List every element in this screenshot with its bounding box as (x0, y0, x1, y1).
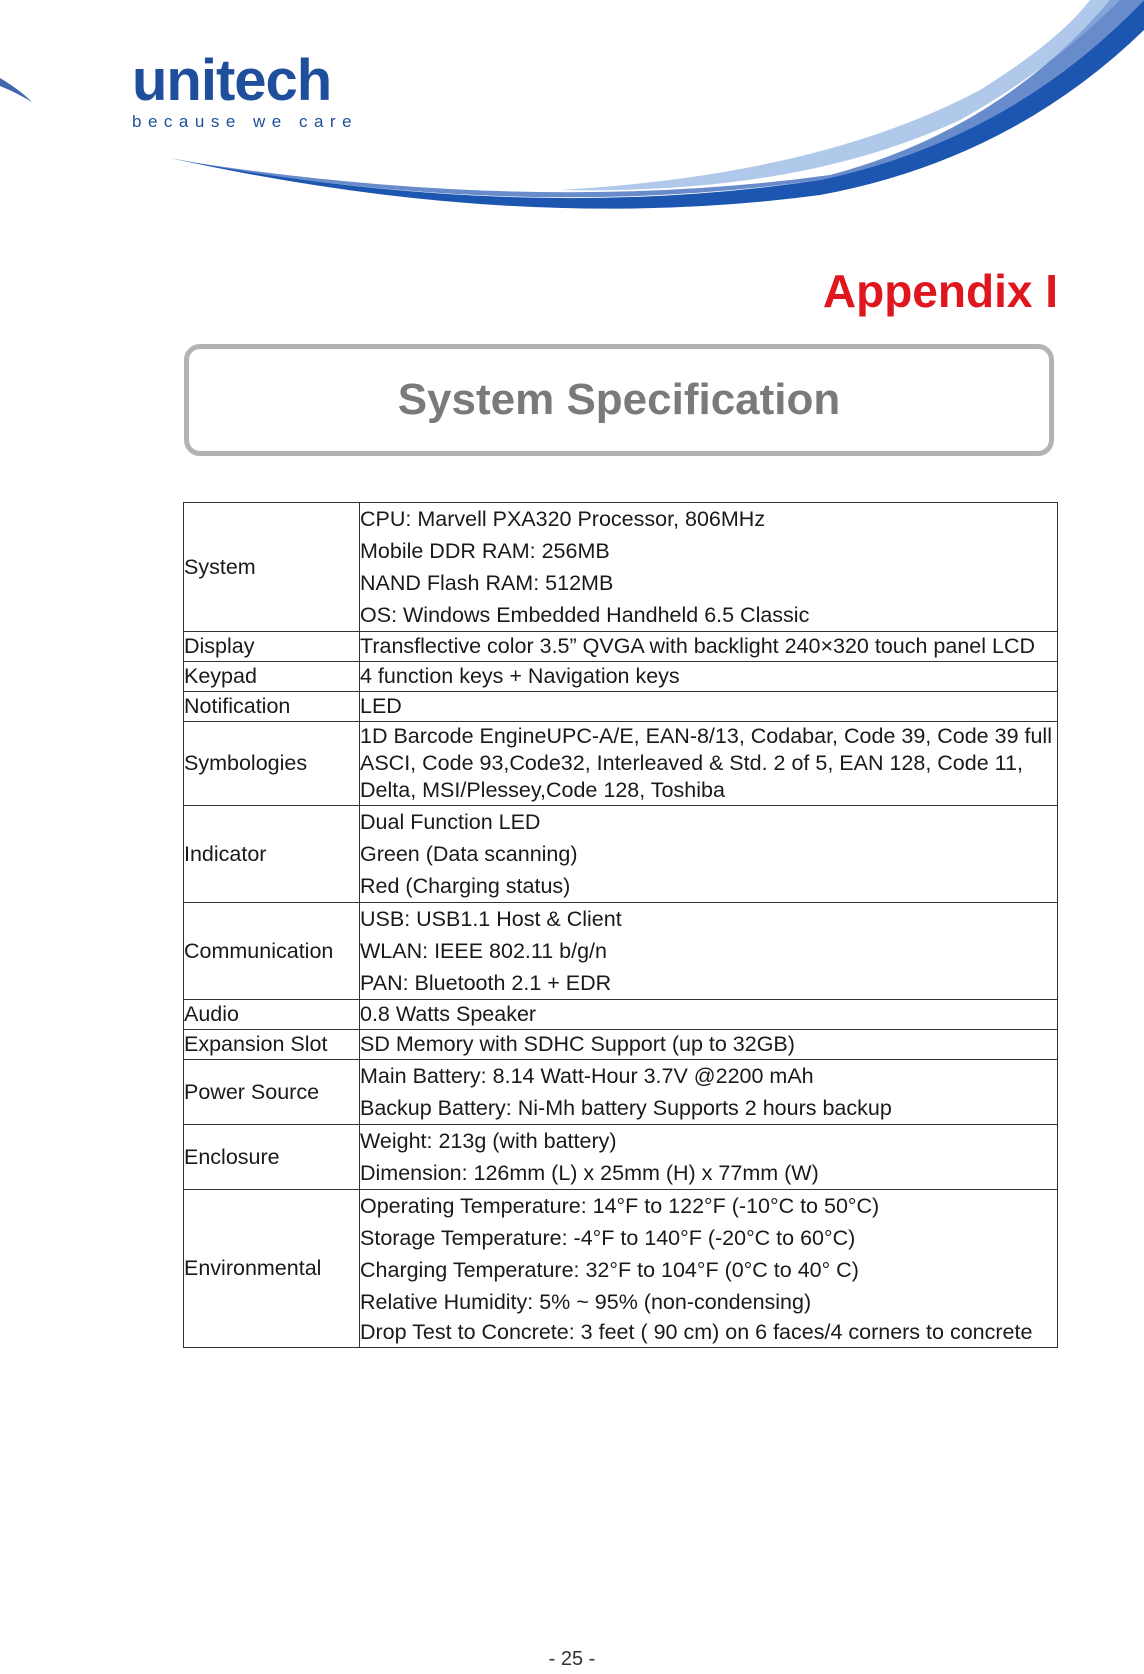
table-row (184, 806, 1058, 903)
value-line: Drop Test to Concrete: 3 feet ( 90 cm) on 6 faces/4 corners to concrete (360, 1320, 1033, 1344)
row-value (360, 722, 1058, 806)
row-label: Display (184, 632, 360, 662)
value-line: PAN: Bluetooth 2.1 + EDR (360, 971, 612, 995)
table-row (184, 903, 1058, 1000)
value-line: LED (360, 694, 402, 718)
row-label: Indicator (184, 806, 360, 903)
value-line: Green (Data scanning) (360, 842, 578, 866)
value-line: Weight: 213g (with battery) (360, 1129, 617, 1153)
value-line: USB: USB1.1 Host & Client (360, 907, 622, 931)
value-line: Backup Battery: Ni-Mh battery Supports 2 hours backup (360, 1096, 892, 1120)
row-label: System (184, 503, 360, 632)
value-line: SD Memory with SDHC Support (up to 32GB) (360, 1032, 795, 1056)
table-row (184, 1030, 1058, 1060)
table-row (184, 692, 1058, 722)
row-label: Notification (184, 692, 360, 722)
row-value (360, 503, 1058, 632)
table-row (184, 1000, 1058, 1030)
appendix-title: Appendix I (822, 265, 1058, 317)
value-line: Storage Temperature: -4°F to 140°F (-20°C to 60°C) (360, 1226, 856, 1250)
table-row (184, 503, 1058, 632)
table-row (184, 1125, 1058, 1190)
row-value (360, 632, 1058, 662)
table-row (184, 722, 1058, 806)
unitech-logo (132, 48, 359, 132)
value-line: Charging Temperature: 32°F to 104°F (0°C to 40° C) (360, 1258, 859, 1282)
value-line: NAND Flash RAM: 512MB (360, 571, 614, 595)
row-label: Environmental (184, 1190, 360, 1348)
row-value (360, 1060, 1058, 1125)
value-line: Main Battery: 8.14 Watt-Hour 3.7V @2200 mAh (360, 1064, 814, 1088)
table-row (184, 1190, 1058, 1348)
table-row (184, 662, 1058, 692)
row-label: Audio (184, 1000, 360, 1030)
row-value (360, 903, 1058, 1000)
value-line: 0.8 Watts Speaker (360, 1002, 537, 1026)
value-line: Dimension: 126mm (L) x 25mm (H) x 77mm (W) (360, 1161, 819, 1185)
row-label: Communication (184, 903, 360, 1000)
value-line: WLAN: IEEE 802.11 b/g/n (360, 939, 607, 963)
row-value (360, 692, 1058, 722)
value-line: Operating Temperature: 14°F to 122°F (-10°C to 50°C) (360, 1194, 880, 1218)
row-value (360, 1000, 1058, 1030)
value-line: CPU: Marvell PXA320 Processor, 806MHz (360, 507, 766, 531)
row-value (360, 662, 1058, 692)
section-title-box (184, 344, 1054, 456)
row-label: Enclosure (184, 1125, 360, 1190)
row-label: Power Source (184, 1060, 360, 1125)
row-value (360, 1030, 1058, 1060)
value-line: Transflective color 3.5” QVGA with backlight 240×320 touch panel LCD (360, 634, 1036, 658)
value-line: Relative Humidity: 5% ~ 95% (non-condensing) (360, 1290, 812, 1314)
value-line: 1D Barcode EngineUPC-A/E, EAN-8/13, Codabar, Code 39, Code 39 full ASCI, Code 93,Code32, Interleaved & Std. 2 of 5, EAN 128, Code 11, Delta, MSI/Plessey,Code 128, Toshiba (360, 724, 1052, 802)
table-row (184, 632, 1058, 662)
row-value (360, 1125, 1058, 1190)
row-label: Symbologies (184, 722, 360, 806)
section-title: System Specification (397, 375, 841, 424)
value-line: OS: Windows Embedded Handheld 6.5 Classic (360, 603, 810, 627)
row-label: Expansion Slot (184, 1030, 360, 1060)
value-line: Red (Charging status) (360, 874, 571, 898)
row-value (360, 1190, 1058, 1348)
logo-tagline: because we care (132, 112, 359, 131)
spec-table (183, 502, 1058, 1348)
row-value (360, 806, 1058, 903)
value-line: Dual Function LED (360, 810, 541, 834)
row-label: Keypad (184, 662, 360, 692)
page-number: - 25 - (548, 1648, 596, 1670)
table-row (184, 1060, 1058, 1125)
logo-brand: unitech (132, 48, 332, 113)
value-line: 4 function keys + Navigation keys (360, 664, 680, 688)
value-line: Mobile DDR RAM: 256MB (360, 539, 610, 563)
